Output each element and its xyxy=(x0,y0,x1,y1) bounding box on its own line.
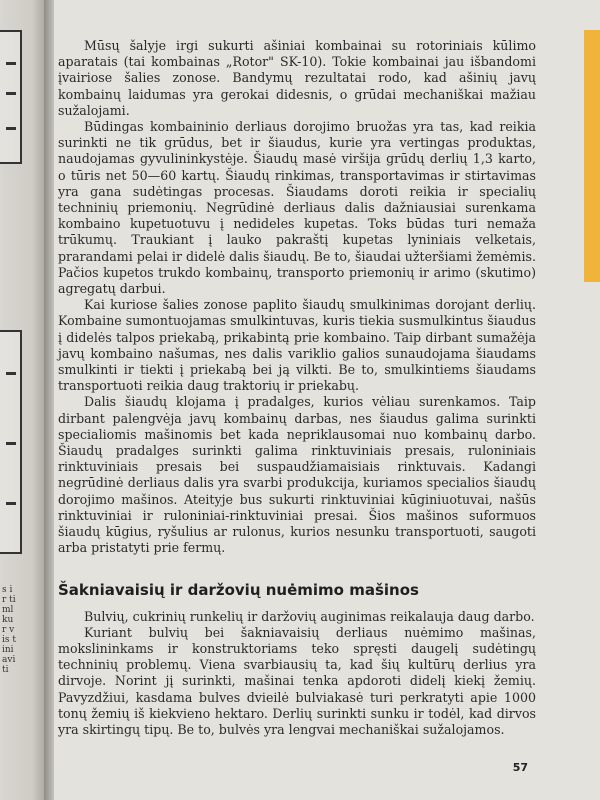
page-number: 57 xyxy=(512,761,528,774)
section-heading: Šakniavaisių ir daržovių nuėmimo mašinos xyxy=(58,580,419,599)
left-facing-page xyxy=(0,0,46,800)
paragraph: Dalis šiaudų klojama į pradalges, kurios vėliau surenkamos. Taip dirbant palengvėja javų kombainų darbas, nes šiaudus galima surinkti specialiomis mašinomis bet kada nepriklausomai nuo kombainų darbo. Šiaudų pradalges surinkti galima rinktuviniais presais, ruloniniais rinktuviniais presais bei suspaudžiamaisiais rinktuvais. Kadangi negrūdinė derliaus dalis yra svarbi produkcija, kuriamos specialios šiaudų dorojimo mašinos. Ateityje bus sukurti rinktuviniai kūginiuotuvai, našūs rinktuviniai ir ruloniniai-rinktuviniai presai. Šios mašinos suformuos šiaudų kūgius, ryšulius ar rulonus, kurios nesunku transportuoti, saugoti arba pristatyti prie fermų. xyxy=(58,394,536,556)
paragraph: Bulvių, cukrinių runkelių ir daržovių auginimas reikalauja daug darbo. xyxy=(84,608,535,624)
paragraph: Mūsų šalyje irgi sukurti ašiniai kombainai su rotoriniais kūlimo aparatais (tai kombainas „Rotor" SK-10). Tokie kombainai jau išbandomi įvairiose šalies zonose. Bandymų rezultatai rodo, kad ašinių javų kombainų laidumas yra gerokai didesnis, o grūdai mechaniškai mažiau sužalojami. xyxy=(58,38,536,118)
paragraph: Kai kuriose šalies zonose paplito šiaudų smulkinimas dorojant derlių. Kombaine sumontuojamas smulkintuvas, kuris tiekia susmulkintus šiaudus į didelės talpos priekabą, prikabintą prie kombaino. Taip dirbant sumažėja javų kombaino našumas, nes dalis variklio galios sunaudojama šiaudams smulkinti ir tiekti į priekabą bei ją vilkti. Be to, smulkintiems šiaudams transportuoti reikia daug traktorių ir priekabų. xyxy=(58,297,536,394)
machine-illustration-bottom xyxy=(0,330,22,554)
paragraph: Būdingas kombaininio derliaus dorojimo bruožas yra tas, kad reikia surinkti ne tik grūdus, bet ir šiaudus, kurie yra vertingas produktas, naudojamas gyvulininkystėje. Šiaudų masė viršija grūdų derlių 1,3 karto, o tūris net 50—60 kartų. Šiaudų rinkimas, transportavimas ir stirtavimas yra gana sudėtingas procesas. Šiaudams doroti reikia ir specialių techninių priemonių. Negrūdinė derliaus dalis dažniausiai surenkama kombaino kupetuotuvu į nedideles kupetas. Toks būdas turi nemaža trūkumų. Traukiant į lauko pakraštį kupetas lyniniais velketais, prarandami pelai ir didelė dalis šiaudų. Be to, šiaudai užteršiami žemėmis. Pačios kupetos trukdo kombainų, transporto priemonių ir arimo (skutimo) agregatų darbui. xyxy=(58,119,536,297)
paragraph: Kuriant bulvių bei šakniavaisių derliaus nuėmimo mašinas, mokslininkams ir konstruktoriams teko spręsti daugelį sudėtingų techninių problemų. Viena svarbiausių ta, kad šių kultūrų derlius yra dirvoje. Norint jį surinkti, mašinai tenka apdoroti didelį kiekį žemių. Pavyzdžiui, kasdama bulves dvieilė bulviakasė turi perkratyti apie 1000 tonų žemių iš kiekvieno hektaro. Derlių surinkti sunku ir todėl, kad dirvos yra skirtingų tipų. Be to, bulvės yra lengvai mechaniškai sužalojamos. xyxy=(58,624,536,737)
page-content xyxy=(58,38,536,738)
machine-illustration-top xyxy=(0,30,22,164)
page-edge-tab xyxy=(584,30,600,282)
book-page xyxy=(54,0,600,800)
left-page-margin-text: s ir timl kur vis tini aviti xyxy=(2,585,16,675)
